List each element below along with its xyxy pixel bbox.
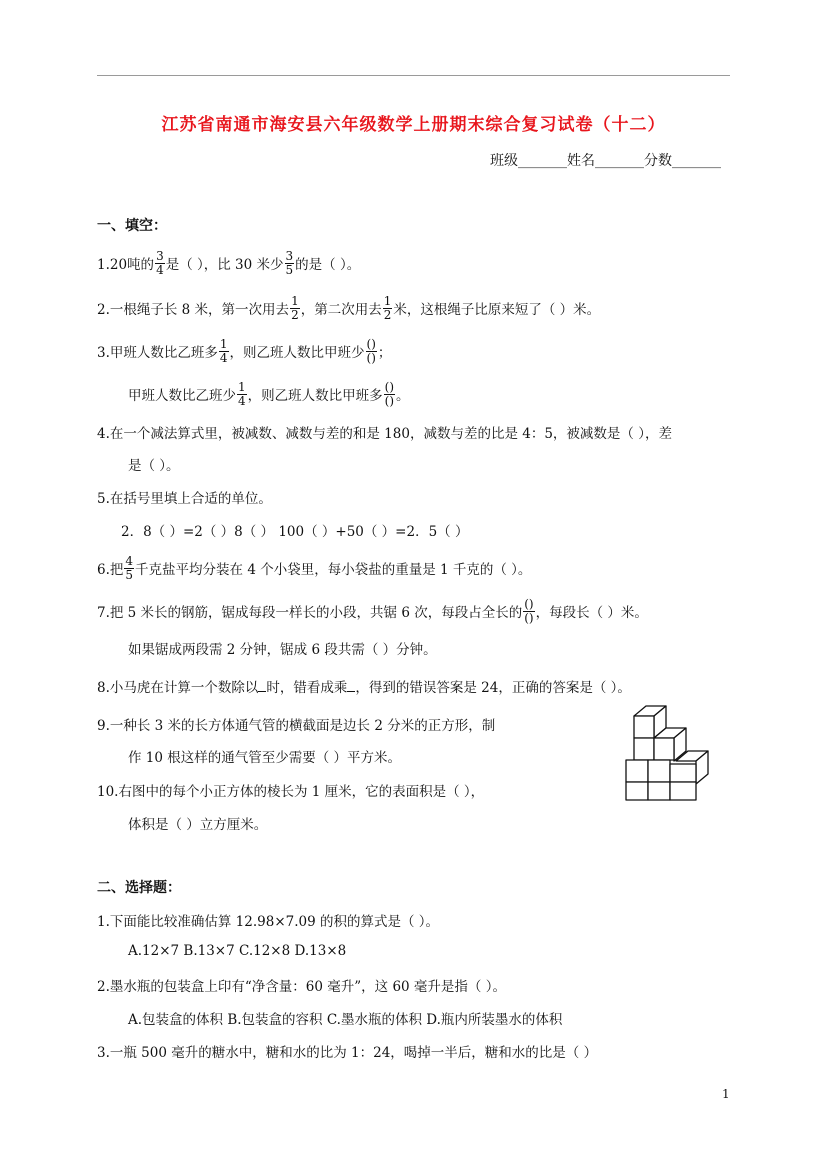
question-3a: 3.甲班人数比乙班多 $\frac{1}{4}$ ，则乙班人数比甲班少 $\frac{()}{()}$ ；	[97, 337, 392, 365]
fraction: $\frac{()}{()}$	[524, 597, 534, 625]
fraction: $\frac{1}{2}$	[383, 294, 392, 322]
question-2: 2.一根绳子长 8 米，第一次用去 $\frac{1}{2}$ ，第二次用去 $\frac{1}{2}$ 米，这根绳子比原来短了（ ）米。	[97, 294, 601, 322]
section2-heading: 二、选择题：	[97, 880, 181, 896]
fraction: $\frac{4}{5}$	[125, 554, 134, 582]
question-4: 4.在一个减法算式里，被减数、减数与差的和是 180，减数与差的比是 4：5，被减数是（ ），差	[97, 426, 672, 442]
page-title: 江苏省南通市海安县六年级数学上册期末综合复习试卷（十二）	[161, 115, 666, 135]
question-7: 7.把 5 米长的钢筋，锯成每段一样长的小段，共锯 6 次，每段占全长的 $\frac{()}{()}$ ，每段长（ ）米。	[97, 597, 648, 625]
question-10-cont: 体积是（ ）立方厘米。	[128, 817, 268, 833]
choice-question-2-options: A.包装盒的体积 B.包装盒的容积 C.墨水瓶的体积 D.瓶内所装墨水的体积	[128, 1012, 563, 1028]
question-5-items: 2．8（ ）=2（ ）8（ ） 100（ ）+50（ ）=2．5（ ）	[121, 524, 469, 540]
fraction: $\frac{()}{()}$	[384, 380, 395, 408]
fraction: $\frac{3}{4}$	[156, 249, 164, 277]
page-number: 1	[722, 1087, 730, 1101]
question-8: 8.小马虎在计算一个数除以 时，错看成乘 ，得到的错误答案是 24，正确的答案是（ ）。	[97, 680, 631, 696]
fraction: $\frac{()}{()}$	[366, 337, 376, 365]
question-3b: 甲班人数比乙班少 $\frac{1}{4}$ ，则乙班人数比甲班多 $\frac{()}{()}$ 。	[128, 380, 410, 408]
question-7-cont: 如果锯成两段需 2 分钟，锯成 6 段共需（ ）分钟。	[128, 642, 437, 658]
question-10: 10.右图中的每个小正方体的棱长为 1 厘米，它的表面积是（ ），	[97, 784, 485, 800]
question-9-cont: 作 10 根这样的通气管至少需要（ ）平方米。	[128, 750, 402, 766]
fraction: $\frac{1}{4}$	[238, 380, 246, 408]
header-rule	[97, 75, 730, 76]
choice-question-1-options: A.12×7 B.13×7 C.12×8 D.13×8	[128, 943, 347, 959]
cube-figure	[620, 704, 720, 804]
question-1: 1.20吨的 $\frac{3}{4}$ 是（ ），比 30 米少 $\frac{3}{5}$ 的是（ ）。	[97, 249, 361, 277]
student-info-line: 班级_______姓名_______分数_______	[490, 153, 721, 169]
section1-heading: 一、填空：	[97, 218, 167, 234]
question-6: 6.把 $\frac{4}{5}$ 千克盐平均分装在 4 个小袋里，每小袋盐的重量是 1 千克的（ ）。	[97, 554, 532, 582]
choice-question-1: 1.下面能比较准确估算 12.98×7.09 的积的算式是（ ）。	[97, 914, 440, 930]
fraction: $\frac{1}{2}$	[291, 294, 299, 322]
question-5: 5.在括号里填上合适的单位。	[97, 491, 272, 507]
question-4-cont: 是（ ）。	[128, 458, 180, 474]
fraction: $\frac{1}{4}$	[219, 337, 228, 365]
choice-question-3: 3.一瓶 500 毫升的糖水中，糖和水的比为 1：24，喝掉一半后，糖和水的比是（ ）	[97, 1045, 598, 1061]
fraction: $\frac{3}{5}$	[285, 249, 294, 277]
choice-question-2: 2.墨水瓶的包装盒上印有“净含量：60 毫升”，这 60 毫升是指（ ）。	[97, 979, 506, 995]
question-9: 9.一种长 3 米的长方体通气管的横截面是边长 2 分米的正方形，制	[97, 718, 496, 734]
